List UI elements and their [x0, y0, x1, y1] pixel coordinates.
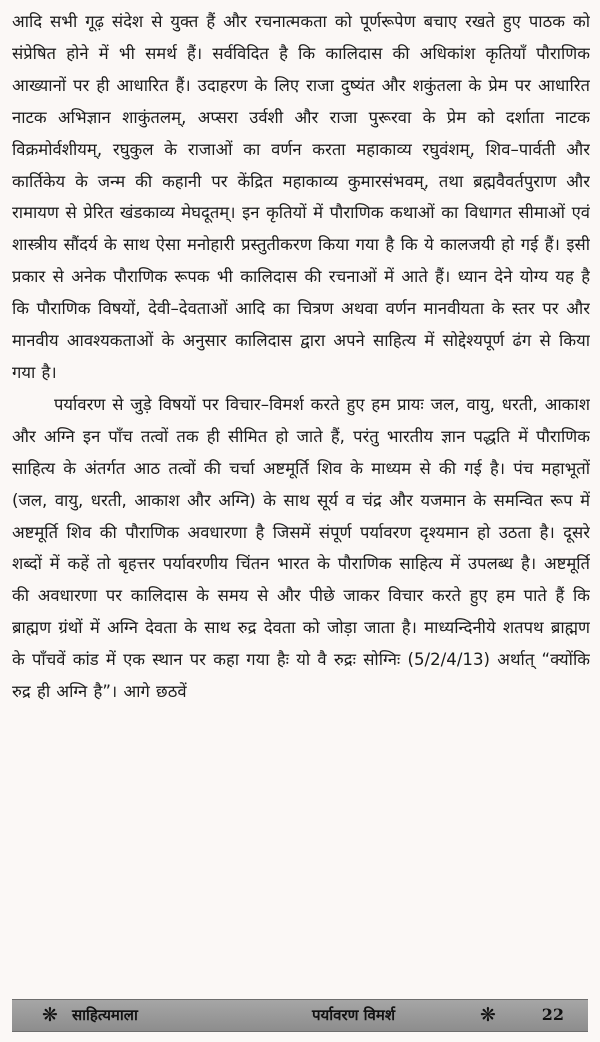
flower-ornament-icon: ❋: [42, 1004, 58, 1026]
page-number: 22: [541, 1005, 564, 1024]
flower-ornament-icon: ❋: [480, 1004, 496, 1026]
paragraph-2: पर्यावरण से जुड़े विषयों पर विचार–विमर्श करते हुए हम प्रायः जल, वायु, धरती, आकाश और अग्नि इन पाँच तत्वों तक ही सीमित हो जाते हैं, परंतु भारतीय ज्ञान पद्धति में पौराणिक साहित्य के अंतर्गत आठ तत्वों की चर्चा अष्टमूर्ति शिव के माध्यम से की गई है। पंच महाभूतों (जल, वायु, धरती, आकाश और अग्नि) के साथ सूर्य व चंद्र और यजमान के समन्वित रूप में अष्टमूर्ति शिव की पौराणिक अवधारणा है जिसमें संपूर्ण पर्यावरण दृश्यमान हो उठता है। दूसरे शब्दों में कहें तो बृहत्तर पर्यावरणीय चिंतन भारत के पौराणिक साहित्य में उपलब्ध है। अष्टमूर्ति की अवधारणा पर कालिदास के समय से और पीछे जाकर विचार करते हुए हम पाते हैं कि ब्राह्मण ग्रंथों में अग्नि देवता के साथ रुद्र देवता को जोड़ा जाता है। माध्यन्दिनीये शतपथ ब्राह्मण के पाँचवें कांड में एक स्थान पर कहा गया हैः यो वै रुद्रः सोग्निः (5/2/4/13) अर्थात् “क्योंकि रुद्र ही अग्नि है”। आगे छठवें: [12, 394, 590, 702]
chapter-title: पर्यावरण विमर्श: [312, 1006, 396, 1024]
series-title: साहित्यमाला: [72, 1006, 138, 1024]
page-footer: [12, 999, 588, 1032]
page-body-text: [12, 6, 590, 986]
paragraph-1: आदि सभी गूढ़ संदेश से युक्त हैं और रचनात्मकता को पूर्णरूपेण बचाए रखते हुए पाठक को संप्रेषित होने में भी समर्थ हैं। सर्वविदित है कि कालिदास की अधिकांश कृतियाँ पौराणिक आख्यानों पर ही आधारित हैं। उदाहरण के लिए राजा दुष्यंत और शकुंतला के प्रेम पर आधारित नाटक अभिज्ञान शाकुंतलम्, अप्सरा उर्वशी और राजा पुरूरवा के प्रेम को दर्शाता नाटक विक्रमोर्वशीयम्, रघुकुल के राजाओं का वर्णन करता महाकाव्य रघुवंशम्, शिव–पार्वती और कार्तिकेय के जन्म की कहानी पर केंद्रित महाकाव्य कुमारसंभवम्, तथा ब्रह्मवैवर्तपुराण और रामायण से प्रेरित खंडकाव्य मेघदूतम्। इन कृतियों में पौराणिक कथाओं का विधागत सीमाओं एवं शास्त्रीय सौंदर्य के साथ ऐसा मनोहारी प्रस्तुतीकरण किया गया है कि ये कालजयी हो गई हैं। इसी प्रकार से अनेक पौराणिक रूपक भी कालिदास की रचनाओं में आते हैं। ध्यान देने योग्य यह है कि पौराणिक विषयों, देवी–देवताओं आदि का चित्रण अथवा वर्णन मानवीयता के स्तर पर और मानवीय आवश्यकताओं के अनुसार कालिदास द्वारा अपने साहित्य में सोद्देश्यपूर्ण ढंग से किया गया है।: [12, 12, 590, 382]
